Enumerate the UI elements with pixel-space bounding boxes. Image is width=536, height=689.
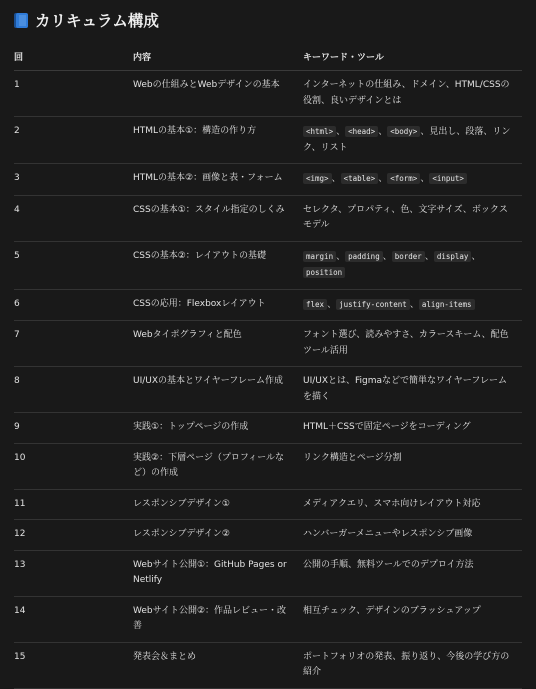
session-keywords [303,550,522,596]
session-content: CSSの応用：Flexboxレイアウト [133,289,303,321]
session-number: 12 [14,520,133,551]
keyword-text: HTML＋CSSで固定ページをコーディング [303,422,471,432]
session-keywords [303,195,522,241]
keyword-text: インターネットの仕組み、ドメイン、HTML/CSSの役割、良いデザインとは [303,80,510,106]
curriculum-table [14,42,522,689]
session-number: 4 [14,195,133,241]
table-row [14,443,522,489]
session-content: Webサイト公開①：GitHub Pages or Netlify [133,550,303,596]
session-keywords [303,413,522,444]
session-keywords: margin 、 padding 、 border 、 display 、position [303,241,522,289]
session-number: 11 [14,489,133,520]
keyword-code: <input> [429,173,467,184]
keyword-code: position [303,267,345,278]
keyword-code: <form> [387,173,420,184]
table-row [14,550,522,596]
table-row [14,164,522,196]
keyword-text: セレクタ、プロパティ、色、文字サイズ、ボックスモデル [303,204,508,230]
session-keywords [303,596,522,642]
session-number: 6 [14,289,133,321]
keyword-text: 公開の手順、無料ツールでのデプロイ方法 [303,559,474,570]
table-row [14,489,522,520]
session-number: 3 [14,164,133,196]
keyword-code: <table> [341,173,379,184]
page-title [14,8,522,32]
header-session: 回 [14,42,133,71]
keyword-code: flex [303,299,327,310]
keyword-text: UI/UXとは、Figmaなどで簡単なワイヤーフレームを描く [303,376,507,402]
keyword-text: 見出し、段落、リンク、リスト [303,127,511,153]
session-keywords [303,489,522,520]
keyword-text: ハンバーガーメニューやレスポンシブ画像 [303,529,473,539]
session-content: HTMLの基本①：構造の作り方 [133,117,303,164]
keyword-code: margin [303,251,336,262]
table-row [14,596,522,642]
session-content: Webタイポグラフィと配色 [133,321,303,367]
table-row [14,520,522,551]
keyword-text: リンク構造とページ分割 [303,452,402,463]
keyword-code: <body> [387,126,420,137]
table-header-row [14,42,522,71]
keyword-text: フォント選び、読みやすさ、カラースキーム、配色ツール活用 [303,330,509,356]
keyword-text: ポートフォリオの発表、振り返り、今後の学び方の紹介 [303,651,510,677]
session-number: 14 [14,596,133,642]
table-row [14,71,522,117]
table-row [14,241,522,289]
session-content: UI/UXの基本とワイヤーフレーム作成 [133,367,303,413]
session-number: 15 [14,642,133,688]
table-row [14,117,522,164]
session-content: レスポンシブデザイン① [133,489,303,520]
keyword-text: メディアクエリ、スマホ向けレイアウト対応 [303,498,481,509]
table-row [14,321,522,367]
session-content: 実践②：下層ページ（プロフィールなど）の作成 [133,443,303,489]
session-number: 2 [14,117,133,164]
keyword-code: justify-content [336,299,410,310]
keyword-code: <html> [303,126,336,137]
keyword-code: align-items [419,299,475,310]
session-content: 発表会＆まとめ [133,642,303,688]
table-row [14,413,522,444]
table-body [14,71,522,689]
session-keywords: <img> 、 <table> 、 <form> 、 <input> [303,164,522,196]
session-keywords [303,520,522,551]
session-keywords [303,443,522,489]
header-keywords: キーワード・ツール [303,42,522,71]
session-keywords: <html> 、 <head> 、 <body> 、見出し、段落、リンク、リスト [303,117,522,164]
session-number: 1 [14,71,133,117]
session-number: 10 [14,443,133,489]
keyword-code: border [392,251,425,262]
session-keywords: flex 、 justify-content 、 align-items [303,289,522,321]
session-keywords [303,367,522,413]
session-content: CSSの基本①：スタイル指定のしくみ [133,195,303,241]
table-row [14,289,522,321]
keyword-text: 相互チェック、デザインのブラッシュアップ [303,605,481,616]
session-keywords [303,642,522,688]
table-row [14,367,522,413]
keyword-code: <head> [345,126,378,137]
session-content: Webの仕組みとWebデザインの基本 [133,71,303,117]
blue-book-icon [14,12,29,29]
session-number: 9 [14,413,133,444]
keyword-code: <img> [303,173,332,184]
table-row [14,195,522,241]
session-content: CSSの基本②：レイアウトの基礎 [133,241,303,289]
header-content: 内容 [133,42,303,71]
session-number: 5 [14,241,133,289]
keyword-code: display [434,251,472,262]
session-keywords [303,71,522,117]
session-keywords [303,321,522,367]
session-number: 13 [14,550,133,596]
session-number: 7 [14,321,133,367]
page-title-text: カリキュラム構成 [35,12,159,30]
session-number: 8 [14,367,133,413]
table-row [14,642,522,688]
session-content: Webサイト公開②：作品レビュー・改善 [133,596,303,642]
session-content: HTMLの基本②：画像と表・フォーム [133,164,303,196]
session-content: レスポンシブデザイン② [133,520,303,551]
session-content: 実践①：トップページの作成 [133,413,303,444]
keyword-code: padding [345,251,383,262]
